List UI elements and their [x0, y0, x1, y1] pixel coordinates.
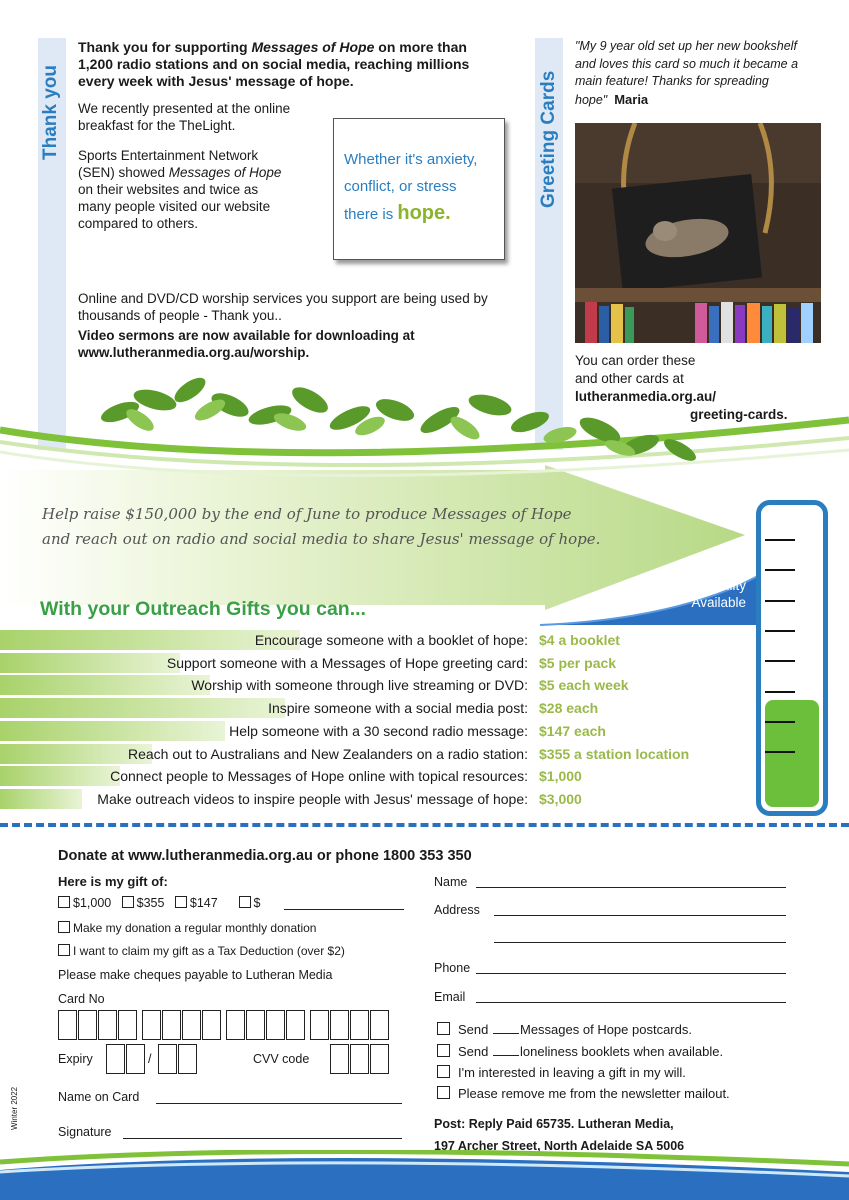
monthly-option[interactable]: Make my donation a regular monthly donation: [58, 921, 316, 935]
video-sermons-text: Video sermons are now available for downloading at www.lutheranmedia.org.au/worship.: [78, 328, 415, 360]
appeal-line-2: and reach out on radio and social media to share Jesus' message of hope.: [42, 530, 601, 548]
gift-row: [0, 789, 528, 809]
gift-row: [0, 630, 528, 650]
cut-line: [0, 823, 849, 827]
presented-text: We recently presented at the online breakfast for the TheLight.: [78, 101, 291, 133]
thank-you-tab-label: Thank you: [40, 64, 61, 160]
gift-row-text: Make outreach videos to inspire people with Jesus' message of hope:: [97, 790, 528, 807]
address-field-2[interactable]: [494, 942, 786, 943]
will-checkbox[interactable]: [437, 1065, 450, 1078]
quote-line-1: Whether it's anxiety,: [344, 151, 478, 168]
thermometer-tick: [765, 721, 795, 723]
gift-row: [0, 744, 528, 764]
greeting-card-photo: [575, 123, 821, 343]
remove-checkbox[interactable]: [437, 1086, 450, 1099]
name-on-card-label: Name on Card: [58, 1090, 140, 1104]
bottom-wave-decoration: [0, 1150, 849, 1200]
card-number-field[interactable]: [58, 1010, 394, 1040]
send-postcards-checkbox[interactable]: [437, 1022, 450, 1035]
gift-row-highlight: [0, 721, 225, 741]
gift-row-highlight: [0, 653, 180, 673]
gift-row-price: $3,000: [539, 790, 582, 807]
thank-you-intro: Thank you for supporting Messages of Hope on more than 1,200 radio stations and on social media, reaching millions every week with Jesus' message of hope.: [78, 39, 470, 89]
thermometer-tick: [765, 539, 795, 541]
gift-row: [0, 675, 528, 695]
gift-row-price: $5 per pack: [539, 654, 617, 671]
gift-147-checkbox[interactable]: [175, 896, 187, 908]
tax-checkbox[interactable]: [58, 944, 70, 956]
gift-other-amount-field[interactable]: [284, 909, 404, 910]
email-field[interactable]: [476, 1002, 786, 1003]
tax-option[interactable]: I want to claim my gift as a Tax Deduction (over $2): [58, 944, 345, 958]
gift-355-checkbox[interactable]: [122, 896, 134, 908]
signature-label: Signature: [58, 1125, 112, 1139]
address-label: Address: [434, 903, 480, 917]
sen-text: Sports Entertainment Network (SEN) showed Messages of Hope on their websites and twice as many people visited our website compared to others.: [78, 148, 282, 231]
quote-line-3: there is hope.: [344, 202, 451, 224]
send-booklets-checkbox[interactable]: [437, 1044, 450, 1057]
hope-quote-box: [333, 118, 505, 260]
send-booklets-option[interactable]: Send loneliness booklets when available.: [437, 1044, 723, 1059]
name-label: Name: [434, 875, 468, 889]
appeal-line-1: Help raise $150,000 by the end of June to produce Messages of Hope: [42, 505, 572, 523]
expiry-month-field[interactable]: [106, 1044, 146, 1074]
expiry-year-field[interactable]: [158, 1044, 198, 1074]
gift-row-text: Connect people to Messages of Hope online with topical resources:: [110, 768, 528, 785]
phone-field[interactable]: [476, 973, 786, 974]
gift-row-text: Help someone with a 30 second radio message:: [229, 722, 528, 739]
greeting-cards-tab-label: Greeting Cards: [538, 70, 559, 208]
edition-label: Winter 2022: [10, 1086, 19, 1130]
cvv-label: CVV code: [253, 1052, 310, 1066]
gift-row-highlight: [0, 675, 210, 695]
booklets-qty-field[interactable]: [493, 1055, 519, 1056]
gift-147-option[interactable]: $147: [175, 896, 218, 910]
gift-row-text: Worship with someone through live streaming or DVD:: [191, 677, 528, 694]
thermometer-tick: [765, 751, 795, 753]
expiry-label: Expiry: [58, 1052, 93, 1066]
bookshelf-card-illustration: [575, 123, 821, 343]
gift-other-option[interactable]: $: [239, 896, 261, 910]
gift-row-highlight: [0, 698, 285, 718]
greeting-cards-url[interactable]: lutheranmedia.org.au/: [575, 389, 717, 404]
donate-heading: Donate at www.lutheranmedia.org.au or phone 1800 353 350: [58, 848, 472, 864]
remove-option[interactable]: Please remove me from the newsletter mailout.: [437, 1086, 730, 1101]
gift-row-text: Inspire someone with a social media post:: [268, 700, 528, 717]
gift-row-price: $28 each: [539, 700, 599, 717]
quote-line-2: conflict, or stress: [344, 178, 457, 195]
greeting-card-testimonial: "My 9 year old set up her new bookshelf and loves this card so much it became a main feature! Thanks for spreading hope" Maria: [575, 39, 799, 107]
gift-row: [0, 653, 528, 673]
gift-row-price: $1,000: [539, 768, 582, 785]
post-address: Post: Reply Paid 65735. Lutheran Media, 197 Archer Street, North Adelaide SA 5006: [434, 1117, 685, 1153]
will-option[interactable]: I'm interested in leaving a gift in my will.: [437, 1065, 686, 1080]
gift-row: [0, 721, 528, 741]
phone-label: Phone: [434, 961, 471, 975]
name-on-card-field[interactable]: [156, 1103, 402, 1104]
gift-row-highlight: [0, 789, 82, 809]
signature-field[interactable]: [123, 1138, 402, 1139]
tax-deductibility-text: Tax Deductibility Available: [673, 560, 746, 610]
thermometer-fill: [765, 700, 819, 807]
gift-row-price: $355 a station location: [539, 745, 690, 762]
gift-1000-option[interactable]: $1,000: [58, 896, 111, 910]
gift-row-price: $5 each week: [539, 677, 629, 694]
gifts-heading: With your Outreach Gifts you can...: [40, 598, 366, 620]
gift-other-checkbox[interactable]: [239, 896, 251, 908]
gift-row-text: Support someone with a Messages of Hope greeting card:: [166, 654, 528, 671]
gift-row-price: $147 each: [539, 722, 606, 739]
cvv-field[interactable]: [330, 1044, 390, 1074]
expiry-slash: /: [148, 1052, 152, 1066]
card-no-label: Card No: [58, 992, 105, 1006]
monthly-checkbox[interactable]: [58, 921, 70, 933]
name-field[interactable]: [476, 887, 786, 888]
gift-row-text: Encourage someone with a booklet of hope:: [254, 632, 528, 648]
email-label: Email: [434, 990, 466, 1004]
gift-row-text: Reach out to Australians and New Zealanders on a radio station:: [127, 745, 528, 762]
thermometer-tick: [765, 569, 795, 571]
thermometer-tick: [765, 691, 795, 693]
thermometer-tick: [765, 660, 795, 662]
gift-amount-options: [58, 896, 261, 910]
send-postcards-option[interactable]: Send Messages of Hope postcards.: [437, 1022, 692, 1037]
gift-label: Here is my gift of:: [58, 874, 168, 889]
address-field-1[interactable]: [494, 915, 786, 916]
cheques-note: Please make cheques payable to Lutheran Media: [58, 968, 333, 982]
worship-text: Online and DVD/CD worship services you support are being used by thousands of people - Thank you..: [78, 291, 488, 323]
gift-355-option[interactable]: $355: [122, 896, 165, 910]
gift-1000-checkbox[interactable]: [58, 896, 70, 908]
fundraising-thermometer: [756, 500, 828, 816]
gift-row: [0, 766, 528, 786]
order-cards-text: You can order these and other cards at lutheranmedia.org.au/ greeting-cards.: [575, 352, 825, 424]
postcards-qty-field[interactable]: [493, 1033, 519, 1034]
gift-row-highlight: [0, 766, 120, 786]
thermometer-tick: [765, 630, 795, 632]
thermometer-tick: [765, 600, 795, 602]
gift-row-price: $4 a booklet: [539, 632, 620, 648]
gift-row: [0, 698, 528, 718]
